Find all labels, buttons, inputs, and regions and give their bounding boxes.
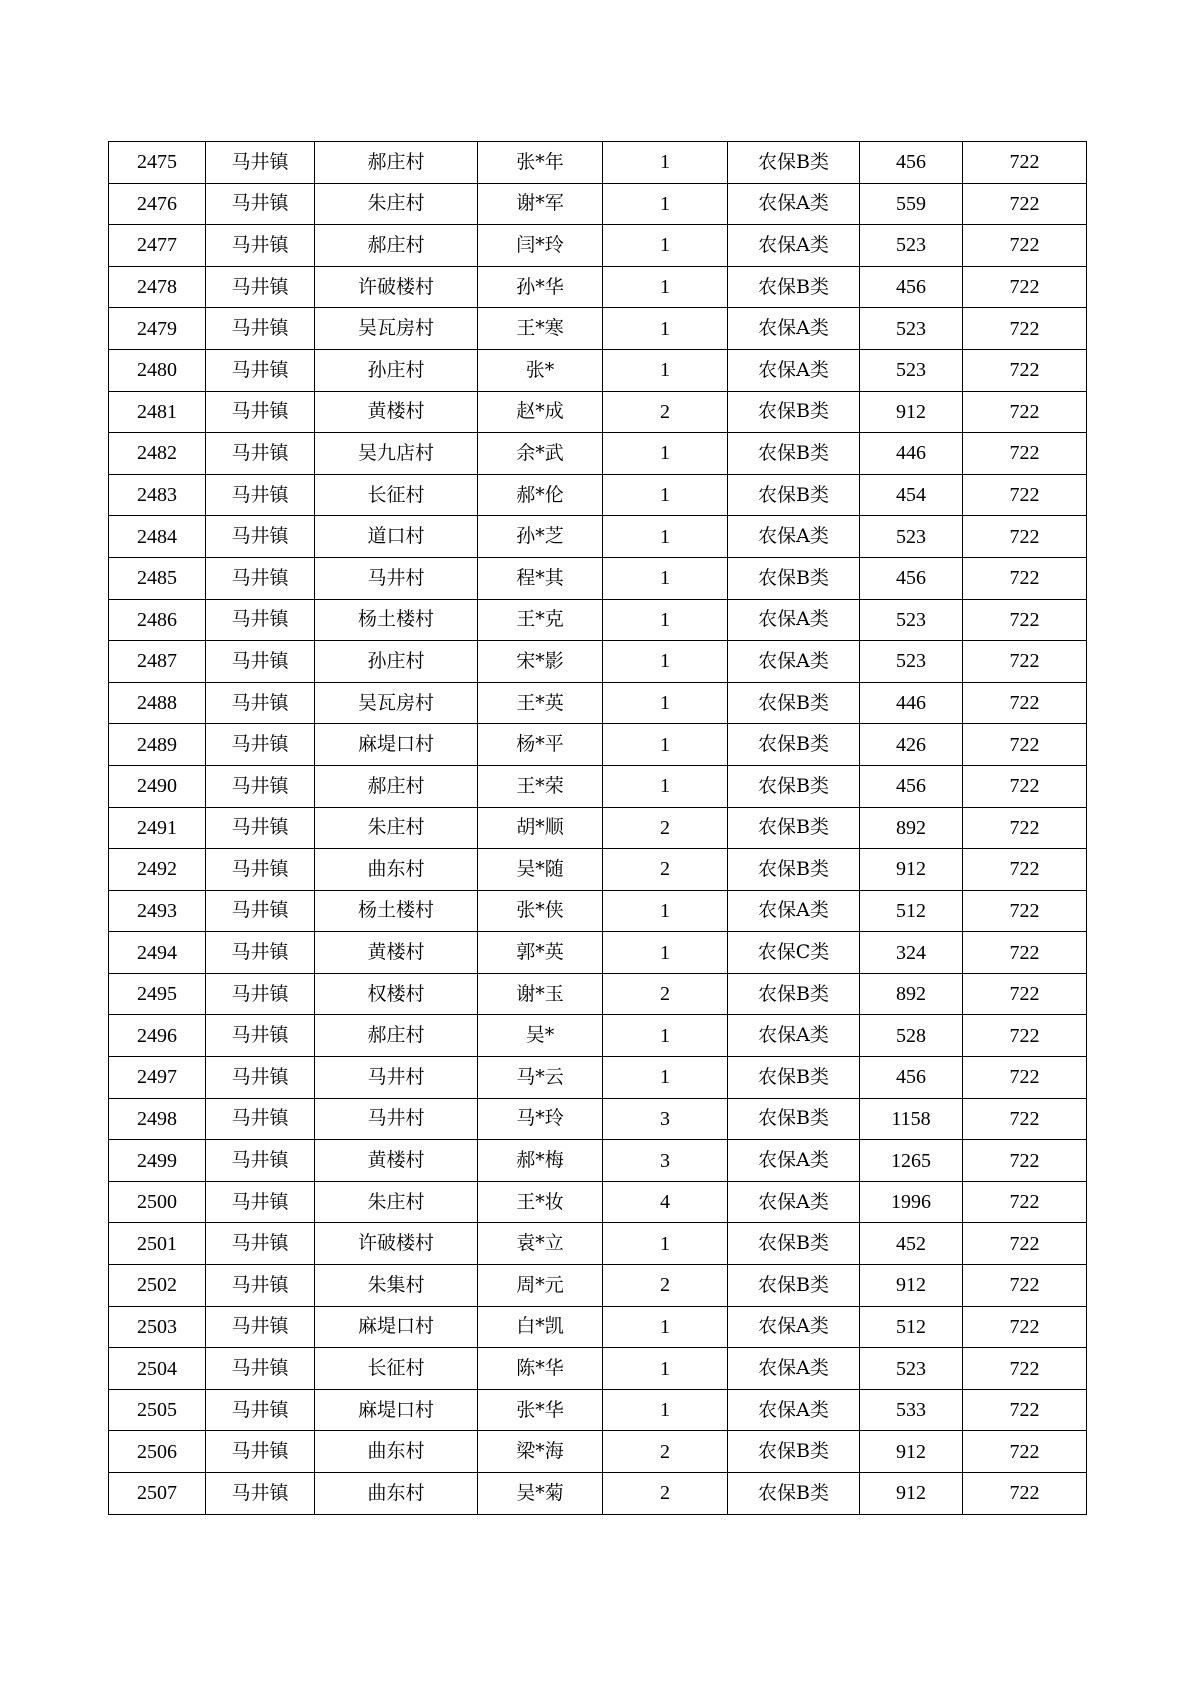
- village-cell: 郝庄村: [315, 1015, 478, 1057]
- standard-cell: 722: [963, 142, 1087, 184]
- town-cell: 马井镇: [206, 474, 315, 516]
- household-size-cell: 2: [603, 973, 728, 1015]
- village-cell: 杨土楼村: [315, 599, 478, 641]
- town-cell: 马井镇: [206, 225, 315, 267]
- household-size-cell: 1: [603, 890, 728, 932]
- table-row: [109, 474, 1087, 516]
- name-cell: 胡*顺: [478, 807, 603, 849]
- table-row: [109, 1473, 1087, 1515]
- village-cell: 麻堤口村: [315, 1389, 478, 1431]
- town-cell: 马井镇: [206, 1098, 315, 1140]
- household-size-cell: 2: [603, 1473, 728, 1515]
- name-cell: 吴*随: [478, 849, 603, 891]
- serial-number-cell: 2507: [109, 1473, 206, 1515]
- standard-cell: 722: [963, 1057, 1087, 1099]
- town-cell: 马井镇: [206, 849, 315, 891]
- village-cell: 孙庄村: [315, 641, 478, 683]
- table-row: [109, 682, 1087, 724]
- village-cell: 郝庄村: [315, 765, 478, 807]
- name-cell: 袁*立: [478, 1223, 603, 1265]
- serial-number-cell: 2477: [109, 225, 206, 267]
- standard-cell: 722: [963, 1098, 1087, 1140]
- insurance-category-cell: 农保B类: [728, 474, 860, 516]
- insurance-category-cell: 农保B类: [728, 1057, 860, 1099]
- table-row: [109, 1140, 1087, 1182]
- household-size-cell: 1: [603, 1306, 728, 1348]
- town-cell: 马井镇: [206, 1181, 315, 1223]
- village-cell: 朱庄村: [315, 1181, 478, 1223]
- serial-number-cell: 2491: [109, 807, 206, 849]
- standard-cell: 722: [963, 1389, 1087, 1431]
- town-cell: 马井镇: [206, 349, 315, 391]
- standard-cell: 722: [963, 641, 1087, 683]
- household-size-cell: 1: [603, 308, 728, 350]
- household-size-cell: 1: [603, 225, 728, 267]
- amount-cell: 912: [860, 849, 963, 891]
- amount-cell: 454: [860, 474, 963, 516]
- name-cell: 张*华: [478, 1389, 603, 1431]
- amount-cell: 1158: [860, 1098, 963, 1140]
- insurance-category-cell: 农保A类: [728, 1015, 860, 1057]
- standard-cell: 722: [963, 308, 1087, 350]
- amount-cell: 446: [860, 433, 963, 475]
- insurance-category-cell: 农保B类: [728, 391, 860, 433]
- village-cell: 吴瓦房村: [315, 682, 478, 724]
- name-cell: 郝*梅: [478, 1140, 603, 1182]
- village-cell: 孙庄村: [315, 349, 478, 391]
- name-cell: 王*克: [478, 599, 603, 641]
- serial-number-cell: 2490: [109, 765, 206, 807]
- household-size-cell: 1: [603, 349, 728, 391]
- village-cell: 曲东村: [315, 1431, 478, 1473]
- serial-number-cell: 2483: [109, 474, 206, 516]
- household-size-cell: 1: [603, 599, 728, 641]
- insurance-category-cell: 农保B类: [728, 765, 860, 807]
- town-cell: 马井镇: [206, 1473, 315, 1515]
- serial-number-cell: 2486: [109, 599, 206, 641]
- name-cell: 孙*华: [478, 266, 603, 308]
- insurance-category-cell: 农保B类: [728, 433, 860, 475]
- serial-number-cell: 2488: [109, 682, 206, 724]
- amount-cell: 912: [860, 1473, 963, 1515]
- amount-cell: 892: [860, 973, 963, 1015]
- amount-cell: 523: [860, 308, 963, 350]
- table-row: [109, 724, 1087, 766]
- insurance-category-cell: 农保C类: [728, 932, 860, 974]
- household-size-cell: 4: [603, 1181, 728, 1223]
- town-cell: 马井镇: [206, 1265, 315, 1307]
- name-cell: 王*英: [478, 682, 603, 724]
- town-cell: 马井镇: [206, 682, 315, 724]
- village-cell: 曲东村: [315, 849, 478, 891]
- name-cell: 赵*成: [478, 391, 603, 433]
- insurance-category-cell: 农保B类: [728, 682, 860, 724]
- standard-cell: 722: [963, 349, 1087, 391]
- household-size-cell: 1: [603, 765, 728, 807]
- household-size-cell: 1: [603, 641, 728, 683]
- name-cell: 孙*芝: [478, 516, 603, 558]
- table-row: [109, 807, 1087, 849]
- standard-cell: 722: [963, 1473, 1087, 1515]
- standard-cell: 722: [963, 516, 1087, 558]
- standard-cell: 722: [963, 765, 1087, 807]
- household-size-cell: 3: [603, 1098, 728, 1140]
- table-row: [109, 849, 1087, 891]
- insurance-category-cell: 农保A类: [728, 1389, 860, 1431]
- name-cell: 王*妆: [478, 1181, 603, 1223]
- insurance-category-cell: 农保A类: [728, 308, 860, 350]
- standard-cell: 722: [963, 890, 1087, 932]
- amount-cell: 523: [860, 516, 963, 558]
- town-cell: 马井镇: [206, 391, 315, 433]
- village-cell: 马井村: [315, 1057, 478, 1099]
- table-row: [109, 1348, 1087, 1390]
- village-cell: 麻堤口村: [315, 1306, 478, 1348]
- insurance-category-cell: 农保A类: [728, 516, 860, 558]
- village-cell: 许破楼村: [315, 266, 478, 308]
- town-cell: 马井镇: [206, 308, 315, 350]
- name-cell: 周*元: [478, 1265, 603, 1307]
- insurance-category-cell: 农保A类: [728, 183, 860, 225]
- table-row: [109, 266, 1087, 308]
- amount-cell: 324: [860, 932, 963, 974]
- name-cell: 张*侠: [478, 890, 603, 932]
- insurance-category-cell: 农保A类: [728, 1181, 860, 1223]
- village-cell: 马井村: [315, 1098, 478, 1140]
- insurance-category-cell: 农保A类: [728, 1140, 860, 1182]
- insurance-category-cell: 农保A类: [728, 599, 860, 641]
- serial-number-cell: 2495: [109, 973, 206, 1015]
- serial-number-cell: 2504: [109, 1348, 206, 1390]
- amount-cell: 559: [860, 183, 963, 225]
- village-cell: 吴九店村: [315, 433, 478, 475]
- household-size-cell: 2: [603, 849, 728, 891]
- name-cell: 谢*军: [478, 183, 603, 225]
- town-cell: 马井镇: [206, 1140, 315, 1182]
- town-cell: 马井镇: [206, 932, 315, 974]
- village-cell: 朱庄村: [315, 183, 478, 225]
- table-row: [109, 932, 1087, 974]
- town-cell: 马井镇: [206, 1223, 315, 1265]
- town-cell: 马井镇: [206, 433, 315, 475]
- insurance-category-cell: 农保B类: [728, 266, 860, 308]
- table-row: [109, 142, 1087, 184]
- table-row: [109, 641, 1087, 683]
- household-size-cell: 1: [603, 474, 728, 516]
- table-row: [109, 1057, 1087, 1099]
- serial-number-cell: 2475: [109, 142, 206, 184]
- insurance-category-cell: 农保B类: [728, 142, 860, 184]
- serial-number-cell: 2501: [109, 1223, 206, 1265]
- insurance-category-cell: 农保B类: [728, 724, 860, 766]
- town-cell: 马井镇: [206, 973, 315, 1015]
- town-cell: 马井镇: [206, 266, 315, 308]
- village-cell: 黄楼村: [315, 1140, 478, 1182]
- amount-cell: 426: [860, 724, 963, 766]
- serial-number-cell: 2492: [109, 849, 206, 891]
- household-size-cell: 1: [603, 142, 728, 184]
- amount-cell: 523: [860, 349, 963, 391]
- amount-cell: 446: [860, 682, 963, 724]
- table-row: [109, 1015, 1087, 1057]
- name-cell: 郝*伦: [478, 474, 603, 516]
- village-cell: 长征村: [315, 1348, 478, 1390]
- village-cell: 权楼村: [315, 973, 478, 1015]
- town-cell: 马井镇: [206, 516, 315, 558]
- household-size-cell: 1: [603, 682, 728, 724]
- village-cell: 吴瓦房村: [315, 308, 478, 350]
- standard-cell: 722: [963, 1223, 1087, 1265]
- table-row: [109, 433, 1087, 475]
- name-cell: 王*荣: [478, 765, 603, 807]
- amount-cell: 456: [860, 266, 963, 308]
- insurance-category-cell: 农保B类: [728, 1473, 860, 1515]
- standard-cell: 722: [963, 973, 1087, 1015]
- table-row: [109, 349, 1087, 391]
- standard-cell: 722: [963, 682, 1087, 724]
- household-size-cell: 2: [603, 807, 728, 849]
- serial-number-cell: 2506: [109, 1431, 206, 1473]
- amount-cell: 456: [860, 765, 963, 807]
- insurance-category-cell: 农保A类: [728, 225, 860, 267]
- town-cell: 马井镇: [206, 724, 315, 766]
- amount-cell: 523: [860, 641, 963, 683]
- town-cell: 马井镇: [206, 1015, 315, 1057]
- town-cell: 马井镇: [206, 1306, 315, 1348]
- amount-cell: 892: [860, 807, 963, 849]
- serial-number-cell: 2485: [109, 557, 206, 599]
- serial-number-cell: 2480: [109, 349, 206, 391]
- table-row: [109, 225, 1087, 267]
- amount-cell: 523: [860, 1348, 963, 1390]
- insurance-category-cell: 农保A类: [728, 1306, 860, 1348]
- standard-cell: 722: [963, 1140, 1087, 1182]
- insurance-category-cell: 农保B类: [728, 973, 860, 1015]
- village-cell: 长征村: [315, 474, 478, 516]
- village-cell: 道口村: [315, 516, 478, 558]
- town-cell: 马井镇: [206, 765, 315, 807]
- name-cell: 闫*玲: [478, 225, 603, 267]
- household-size-cell: 1: [603, 1015, 728, 1057]
- name-cell: 郭*英: [478, 932, 603, 974]
- amount-cell: 523: [860, 599, 963, 641]
- name-cell: 白*凯: [478, 1306, 603, 1348]
- town-cell: 马井镇: [206, 1057, 315, 1099]
- standard-cell: 722: [963, 183, 1087, 225]
- table-row: [109, 1181, 1087, 1223]
- town-cell: 马井镇: [206, 1348, 315, 1390]
- name-cell: 王*寒: [478, 308, 603, 350]
- village-cell: 杨土楼村: [315, 890, 478, 932]
- amount-cell: 456: [860, 142, 963, 184]
- standard-cell: 722: [963, 1348, 1087, 1390]
- records-table: [108, 141, 1087, 1515]
- standard-cell: 722: [963, 599, 1087, 641]
- town-cell: 马井镇: [206, 557, 315, 599]
- village-cell: 朱庄村: [315, 807, 478, 849]
- standard-cell: 722: [963, 433, 1087, 475]
- household-size-cell: 1: [603, 1389, 728, 1431]
- standard-cell: 722: [963, 1265, 1087, 1307]
- insurance-category-cell: 农保B类: [728, 849, 860, 891]
- household-size-cell: 1: [603, 183, 728, 225]
- household-size-cell: 2: [603, 1431, 728, 1473]
- standard-cell: 722: [963, 474, 1087, 516]
- standard-cell: 722: [963, 849, 1087, 891]
- amount-cell: 1996: [860, 1181, 963, 1223]
- table-row: [109, 391, 1087, 433]
- records-table-body: [109, 142, 1087, 1515]
- serial-number-cell: 2502: [109, 1265, 206, 1307]
- standard-cell: 722: [963, 1181, 1087, 1223]
- town-cell: 马井镇: [206, 142, 315, 184]
- table-row: [109, 183, 1087, 225]
- village-cell: 曲东村: [315, 1473, 478, 1515]
- town-cell: 马井镇: [206, 890, 315, 932]
- table-row: [109, 308, 1087, 350]
- amount-cell: 456: [860, 557, 963, 599]
- name-cell: 吴*: [478, 1015, 603, 1057]
- name-cell: 程*其: [478, 557, 603, 599]
- village-cell: 郝庄村: [315, 225, 478, 267]
- name-cell: 张*: [478, 349, 603, 391]
- serial-number-cell: 2484: [109, 516, 206, 558]
- amount-cell: 523: [860, 225, 963, 267]
- name-cell: 陈*华: [478, 1348, 603, 1390]
- household-size-cell: 1: [603, 724, 728, 766]
- village-cell: 朱集村: [315, 1265, 478, 1307]
- serial-number-cell: 2497: [109, 1057, 206, 1099]
- insurance-category-cell: 农保B类: [728, 1265, 860, 1307]
- name-cell: 谢*玉: [478, 973, 603, 1015]
- serial-number-cell: 2489: [109, 724, 206, 766]
- town-cell: 马井镇: [206, 599, 315, 641]
- insurance-category-cell: 农保A类: [728, 1348, 860, 1390]
- name-cell: 马*玲: [478, 1098, 603, 1140]
- serial-number-cell: 2503: [109, 1306, 206, 1348]
- table-row: [109, 599, 1087, 641]
- household-size-cell: 1: [603, 433, 728, 475]
- insurance-category-cell: 农保A类: [728, 349, 860, 391]
- table-row: [109, 1389, 1087, 1431]
- village-cell: 郝庄村: [315, 142, 478, 184]
- standard-cell: 722: [963, 225, 1087, 267]
- amount-cell: 912: [860, 391, 963, 433]
- table-row: [109, 1306, 1087, 1348]
- amount-cell: 512: [860, 890, 963, 932]
- name-cell: 马*云: [478, 1057, 603, 1099]
- amount-cell: 528: [860, 1015, 963, 1057]
- insurance-category-cell: 农保B类: [728, 1223, 860, 1265]
- serial-number-cell: 2481: [109, 391, 206, 433]
- household-size-cell: 1: [603, 1348, 728, 1390]
- standard-cell: 722: [963, 1306, 1087, 1348]
- household-size-cell: 1: [603, 266, 728, 308]
- serial-number-cell: 2499: [109, 1140, 206, 1182]
- name-cell: 张*年: [478, 142, 603, 184]
- village-cell: 黄楼村: [315, 932, 478, 974]
- serial-number-cell: 2498: [109, 1098, 206, 1140]
- household-size-cell: 3: [603, 1140, 728, 1182]
- village-cell: 麻堤口村: [315, 724, 478, 766]
- table-row: [109, 1265, 1087, 1307]
- standard-cell: 722: [963, 1431, 1087, 1473]
- name-cell: 余*武: [478, 433, 603, 475]
- standard-cell: 722: [963, 557, 1087, 599]
- serial-number-cell: 2496: [109, 1015, 206, 1057]
- insurance-category-cell: 农保A类: [728, 641, 860, 683]
- name-cell: 宋*影: [478, 641, 603, 683]
- serial-number-cell: 2478: [109, 266, 206, 308]
- household-size-cell: 2: [603, 391, 728, 433]
- table-row: [109, 1223, 1087, 1265]
- amount-cell: 912: [860, 1431, 963, 1473]
- table-row: [109, 516, 1087, 558]
- serial-number-cell: 2505: [109, 1389, 206, 1431]
- village-cell: 马井村: [315, 557, 478, 599]
- town-cell: 马井镇: [206, 807, 315, 849]
- amount-cell: 456: [860, 1057, 963, 1099]
- household-size-cell: 1: [603, 1223, 728, 1265]
- serial-number-cell: 2500: [109, 1181, 206, 1223]
- household-size-cell: 1: [603, 932, 728, 974]
- amount-cell: 452: [860, 1223, 963, 1265]
- standard-cell: 722: [963, 391, 1087, 433]
- town-cell: 马井镇: [206, 1431, 315, 1473]
- name-cell: 杨*平: [478, 724, 603, 766]
- household-size-cell: 1: [603, 516, 728, 558]
- serial-number-cell: 2479: [109, 308, 206, 350]
- insurance-category-cell: 农保B类: [728, 557, 860, 599]
- household-size-cell: 1: [603, 1057, 728, 1099]
- serial-number-cell: 2494: [109, 932, 206, 974]
- insurance-category-cell: 农保B类: [728, 807, 860, 849]
- amount-cell: 512: [860, 1306, 963, 1348]
- standard-cell: 722: [963, 724, 1087, 766]
- table-row: [109, 1098, 1087, 1140]
- amount-cell: 912: [860, 1265, 963, 1307]
- town-cell: 马井镇: [206, 183, 315, 225]
- household-size-cell: 1: [603, 557, 728, 599]
- standard-cell: 722: [963, 266, 1087, 308]
- insurance-category-cell: 农保B类: [728, 1431, 860, 1473]
- town-cell: 马井镇: [206, 1389, 315, 1431]
- insurance-category-cell: 农保B类: [728, 1098, 860, 1140]
- standard-cell: 722: [963, 1015, 1087, 1057]
- village-cell: 许破楼村: [315, 1223, 478, 1265]
- table-row: [109, 557, 1087, 599]
- insurance-category-cell: 农保A类: [728, 890, 860, 932]
- table-row: [109, 765, 1087, 807]
- serial-number-cell: 2476: [109, 183, 206, 225]
- serial-number-cell: 2493: [109, 890, 206, 932]
- amount-cell: 1265: [860, 1140, 963, 1182]
- serial-number-cell: 2487: [109, 641, 206, 683]
- name-cell: 吴*菊: [478, 1473, 603, 1515]
- table-row: [109, 890, 1087, 932]
- table-row: [109, 1431, 1087, 1473]
- table-row: [109, 973, 1087, 1015]
- standard-cell: 722: [963, 932, 1087, 974]
- name-cell: 梁*海: [478, 1431, 603, 1473]
- village-cell: 黄楼村: [315, 391, 478, 433]
- amount-cell: 533: [860, 1389, 963, 1431]
- serial-number-cell: 2482: [109, 433, 206, 475]
- household-size-cell: 2: [603, 1265, 728, 1307]
- standard-cell: 722: [963, 807, 1087, 849]
- town-cell: 马井镇: [206, 641, 315, 683]
